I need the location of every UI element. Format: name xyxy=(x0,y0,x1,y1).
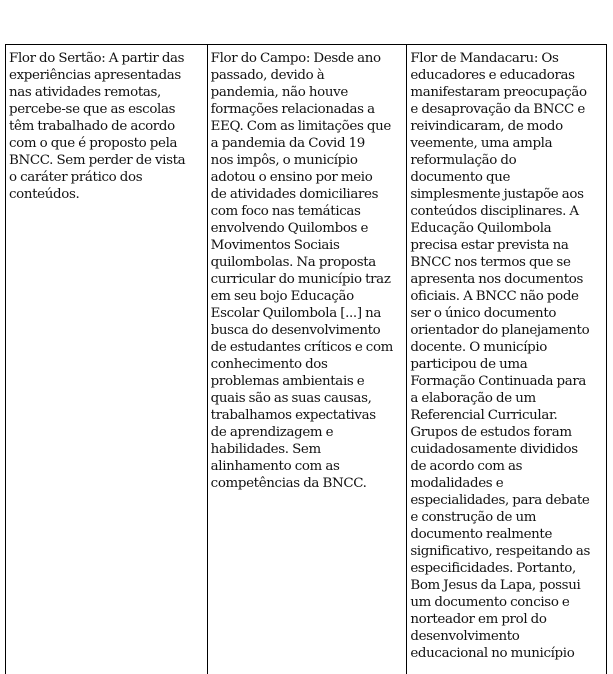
table-cell-flor-do-sertao: Flor do Sertão: A partir das experiências apresentadas nas atividades remotas, percebe-se que as escolas têm trabalhado de acordo com o que é proposto pela BNCC. Sem perder de vista o caráter prático dos conteúdos. xyxy=(6,45,208,674)
comparison-table xyxy=(5,44,607,674)
table-cell-flor-de-mandacaru: Flor de Mandacaru: Os educadores e educadoras manifestaram preocupação e desaprovação da BNCC e reivindicaram, de modo veemente, uma ampla reformulação do documento que simplesmente justapõe aos conteúdos disciplinares. A Educação Quilombola precisa estar prevista na BNCC nos termos que se apresenta nos documentos oficiais. A BNCC não pode ser o único documento orientador do planejamento docente. O município participou de uma Formação Continuada para a elaboração de um Referencial Curricular. Grupos de estudos foram cuidadosamente divididos de acordo com as modalidades e especialidades, para debate e construção de um documento realmente significativo, respeitando as especificidades. Portanto, Bom Jesus da Lapa, possui um documento conciso e norteador em prol do desenvolvimento educacional no município xyxy=(407,45,607,674)
table-cell-flor-do-campo: Flor do Campo: Desde ano passado, devido à pandemia, não houve formações relacionadas a EEQ. Com as limitações que a pandemia da Covid 19 nos impôs, o município adotou o ensino por meio de atividades domiciliares com foco nas temáticas envolvendo Quilombos e Movimentos Sociais quilombolas. Na proposta curricular do município traz em seu bojo Educação Escolar Quilombola [...] na busca do desenvolvimento de estudantes críticos e com conhecimento dos problemas ambientais e quais são as suas causas, trabalhamos expectativas de aprendizagem e habilidades. Sem alinhamento com as competências da BNCC. xyxy=(208,45,408,674)
